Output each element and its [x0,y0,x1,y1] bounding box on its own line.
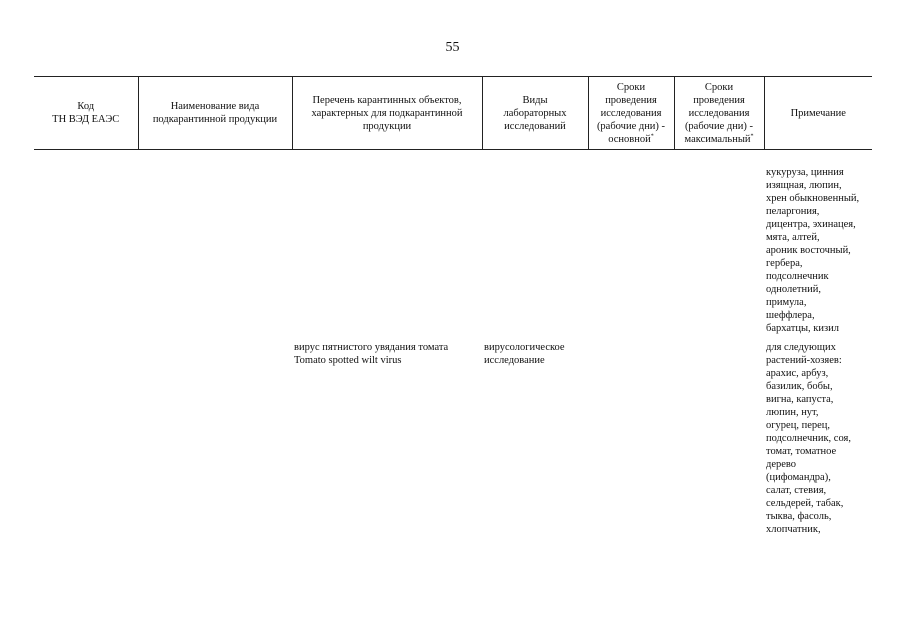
cell-terms-basic [588,335,674,536]
cell-lab: вирусологическое исследование [484,342,565,366]
page-number: 55 [445,40,460,55]
cell-terms-max [674,335,764,536]
header-objects: Перечень карантинных объектов, характерных для подкарантинной продукции [292,77,482,150]
footnote-mark: * [750,133,754,139]
header-terms-max: Сроки проведения исследования (рабочие дни) - максимальный* [674,77,764,150]
cell-objects: вирус пятнистого увядания томата Tomato spotted wilt virus [294,342,449,366]
cell-objects [292,150,482,336]
cell-code [34,335,138,536]
quarantine-table [34,76,872,536]
header-lab-types: Виды лабораторных исследований [482,77,588,150]
cell-terms-basic [588,150,674,336]
header-note: Примечание [764,77,872,150]
table-row [34,335,872,536]
footnote-mark: * [650,133,654,139]
header-product: Наименование вида подкарантинной продукции [138,77,292,150]
cell-terms-max [674,150,764,336]
header-terms-basic: Сроки проведения исследования (рабочие дни) - основной* [588,77,674,150]
cell-note: для следующих растений-хозяев: арахис, арбуз, базилик, бобы, вигна, капуста, люпин, нут, огурец, перец, подсолнечник, соя, томат, томатное дерево (цифомандра), салат, стевия, сельдерей, табак, тыква, фасоль, хлопчатник, [766,342,851,535]
cell-lab [482,150,588,336]
cell-product [138,150,292,336]
cell-note: кукуруза, цинния изящная, люпин, хрен обыкновенный, пеларгония, дицентра, эхинацея, мята, алтей, ароник восточный, гербера, подсолнечник однолетний, примула, шеффлера, бархатцы, кизил [766,167,860,334]
header-code: Код ТН ВЭД ЕАЭС [34,77,138,150]
table-header-row [34,77,872,150]
cell-product [138,335,292,536]
cell-code [34,150,138,336]
table-row [34,150,872,336]
